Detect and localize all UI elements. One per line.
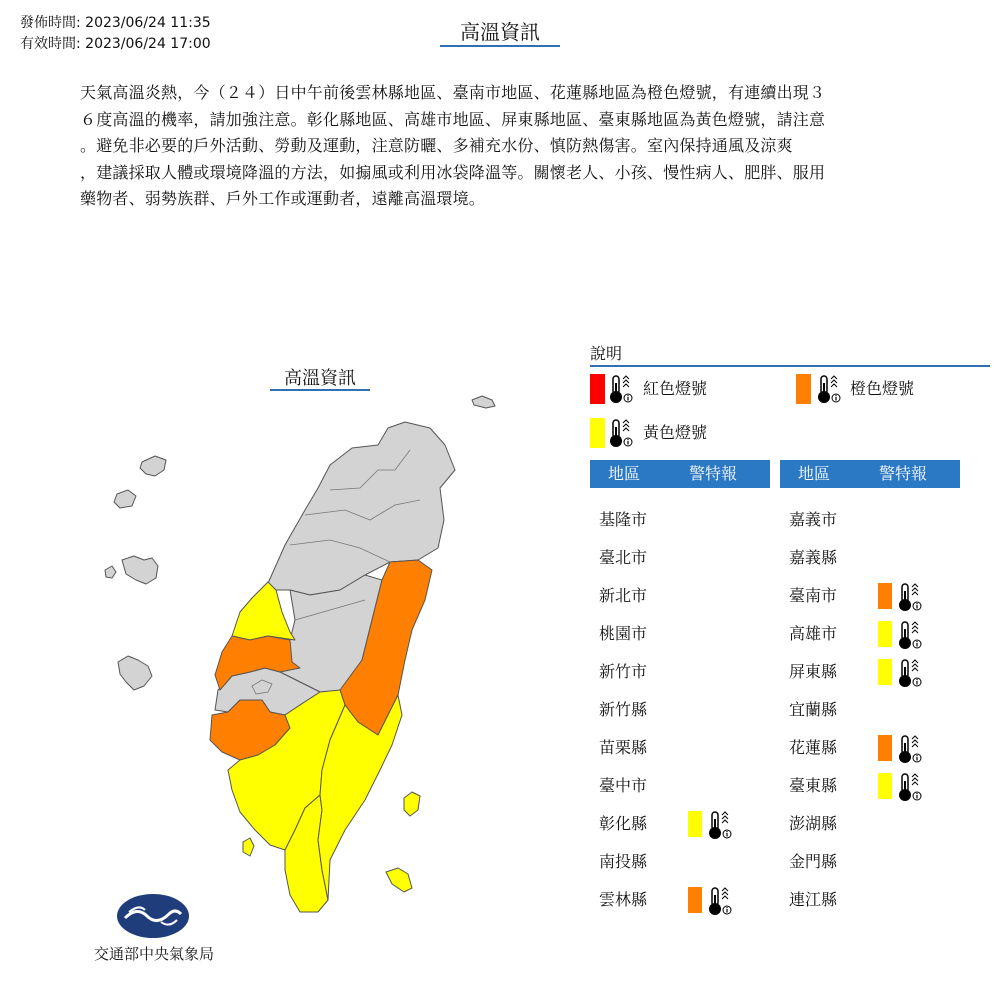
- region-name: 臺東縣: [789, 776, 838, 795]
- county-changhua: [232, 582, 295, 640]
- description-line: 藥物者、弱勢族群、戶外工作或運動者，遠離高溫環境。: [80, 189, 486, 208]
- warning-swatch-orange: [878, 735, 892, 761]
- legend-underline: [590, 365, 990, 367]
- agency-logo: [115, 892, 191, 940]
- island-liuqiu: [243, 838, 254, 856]
- warning-swatch-yellow: [878, 659, 892, 685]
- legend-orange-label: 橙色燈號: [850, 379, 915, 398]
- island-kinmen-2: [114, 490, 136, 508]
- map-title: 高溫資訊: [284, 368, 356, 389]
- region-name: 花蓮縣: [789, 738, 838, 757]
- thermometer-icon: [897, 619, 925, 651]
- table-header-left: [590, 460, 770, 488]
- thermometer-icon: [897, 733, 925, 765]
- description-line: ，建議採取人體或環境降溫的方法，如搧風或利用冰袋降溫等。關懷老人、小孩、慢性病人、肥胖、服用: [80, 162, 826, 182]
- description-line: 。避免非必要的戶外活動、勞動及運動，注意防曬、多補充水份、慎防熱傷害。室內保持通風及涼爽: [80, 136, 793, 155]
- thermometer-icon: [608, 417, 636, 449]
- island-penghu-2: [105, 566, 116, 578]
- description-line: 天氣高溫炎熱，今（２４）日中午前後雲林縣地區、臺南市地區、花蓮縣地區為橙色燈號，有連續出現３: [80, 83, 826, 102]
- thermometer-icon: [897, 581, 925, 613]
- region-name: 高雄市: [789, 624, 838, 643]
- agency-name: 交通部中央氣象局: [93, 945, 214, 963]
- warning-swatch-orange: [878, 583, 892, 609]
- table-header-right: [780, 460, 960, 488]
- thermometer-icon: [707, 809, 735, 841]
- thermometer-icon: [707, 885, 735, 917]
- region-name: 雲林縣: [599, 890, 648, 909]
- region-name: 宜蘭縣: [789, 700, 838, 719]
- region-name: 新北市: [599, 586, 648, 605]
- warning-swatch-yellow: [878, 621, 892, 647]
- col-warning: 警特報: [689, 464, 738, 483]
- thermometer-icon: [897, 657, 925, 689]
- legend-yellow-label: 黃色燈號: [643, 423, 708, 442]
- island-matsu: [472, 396, 495, 408]
- col-warning: 警特報: [879, 464, 928, 483]
- warning-swatch-orange: [688, 887, 702, 913]
- region-name: 彰化縣: [599, 814, 648, 833]
- legend-orange-swatch: [796, 374, 811, 404]
- island-orchid: [386, 868, 412, 892]
- region-name: 新竹縣: [599, 700, 648, 719]
- region-name: 金門縣: [789, 852, 838, 871]
- thermometer-icon: [897, 771, 925, 803]
- region-name: 連江縣: [789, 890, 838, 909]
- legend-red-label: 紅色燈號: [643, 379, 708, 398]
- warning-swatch-yellow: [878, 773, 892, 799]
- island-penghu-3: [118, 656, 152, 690]
- region-name: 苗栗縣: [599, 738, 648, 757]
- island-kinmen-1: [140, 456, 166, 476]
- description-line: ６度高溫的機率，請加強注意。彰化縣地區、高雄市地區、屏東縣地區、臺東縣地區為黃色燈號，請注意: [80, 109, 826, 129]
- region-name: 嘉義縣: [789, 548, 838, 567]
- region-name: 南投縣: [599, 852, 648, 871]
- region-name: 澎湖縣: [789, 814, 838, 833]
- thermometer-icon: [608, 373, 636, 405]
- warning-swatch-yellow: [688, 811, 702, 837]
- col-region: 地區: [608, 464, 641, 483]
- legend-red-swatch: [590, 374, 605, 404]
- legend-yellow-swatch: [590, 418, 605, 448]
- col-region: 地區: [798, 464, 831, 483]
- region-name: 桃園市: [599, 624, 648, 643]
- thermometer-icon: [816, 373, 844, 405]
- region-name: 臺南市: [789, 586, 838, 605]
- issued-time: 發佈時間: 2023/06/24 11:35: [20, 15, 211, 31]
- region-name: 新竹市: [599, 662, 648, 681]
- legend-title: 說明: [590, 344, 623, 363]
- island-green: [404, 792, 420, 816]
- region-name: 臺中市: [599, 776, 648, 795]
- region-name: 基隆市: [599, 510, 648, 529]
- island-penghu-1: [122, 556, 158, 584]
- region-name: 屏東縣: [789, 662, 838, 681]
- region-name: 嘉義市: [789, 510, 838, 529]
- valid-time: 有效時間: 2023/06/24 17:00: [20, 36, 211, 52]
- region-name: 臺北市: [599, 548, 648, 567]
- page-title: 高溫資訊: [460, 20, 540, 44]
